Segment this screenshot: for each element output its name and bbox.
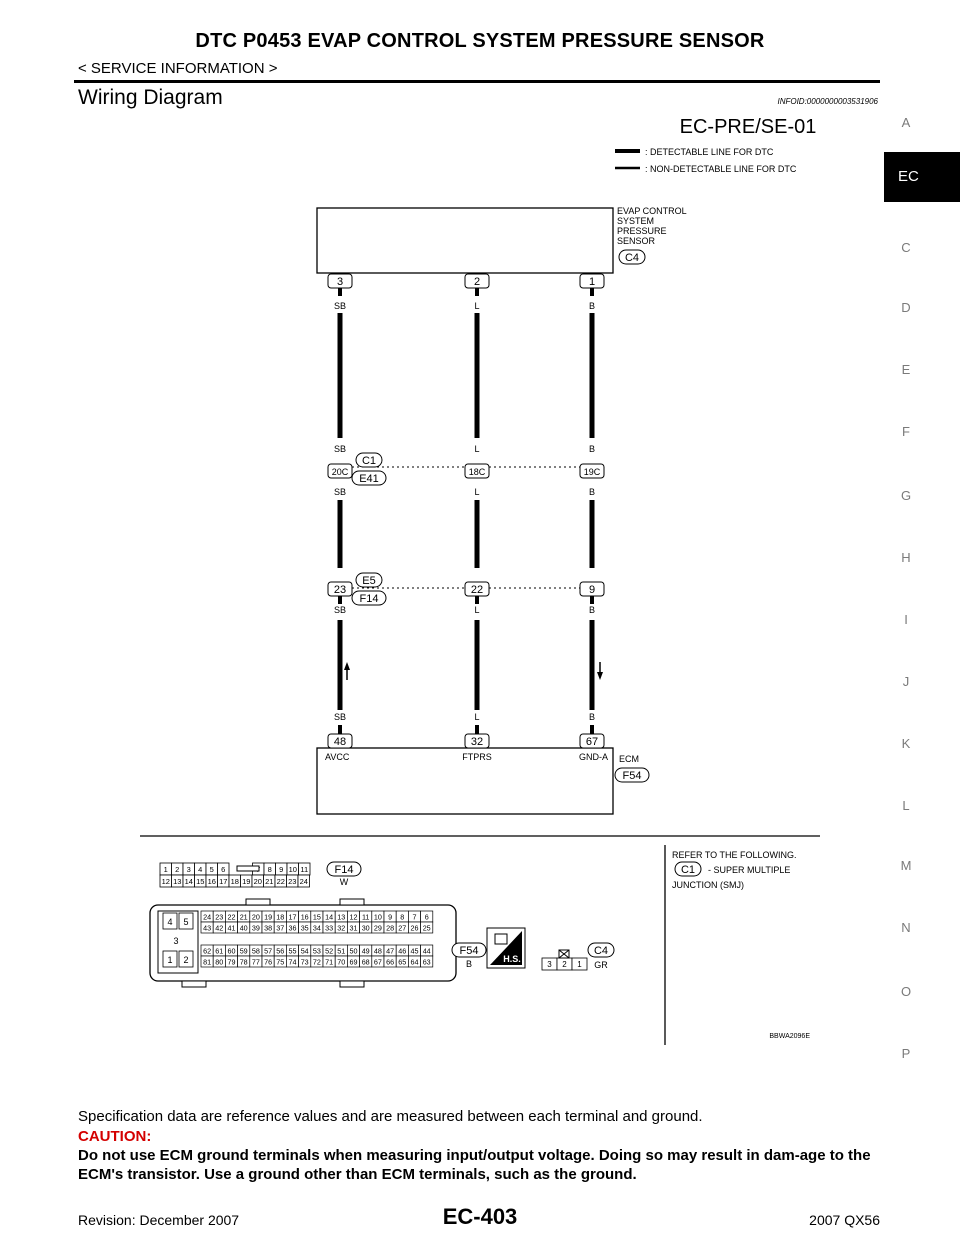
sensor-label-line-0: EVAP CONTROL [617, 206, 687, 216]
f14-latch [237, 866, 259, 871]
f14-pin-label: 20 [253, 877, 262, 886]
c4-connector-name: C4 [593, 945, 609, 957]
junction1-pin-19c: 19C [583, 467, 601, 477]
sensor-connector: C4 [624, 252, 640, 264]
page-subtitle: < SERVICE INFORMATION > [78, 60, 278, 77]
f14-pin-label: 2 [175, 865, 180, 874]
f54-pin-label: 67 [373, 957, 382, 967]
junction2-pin-23: 23 [333, 584, 347, 596]
f14-pin-label: 21 [265, 877, 274, 886]
f54-pin-label: 54 [300, 946, 309, 956]
f14-pin-label: 1 [163, 865, 168, 874]
wire-color-label: L [474, 605, 480, 615]
refer-connector: C1 [680, 864, 696, 876]
f54-pin-label: 66 [386, 957, 395, 967]
section-index-e[interactable]: E [901, 362, 911, 377]
f54-pin-label: 44 [422, 946, 431, 956]
f14-pin-label: 23 [288, 877, 297, 886]
f54-pin-label: 12 [349, 912, 358, 922]
f54-pin-label: 64 [410, 957, 419, 967]
wire-color-label: SB [333, 444, 347, 454]
f54-pin-label: 47 [386, 946, 395, 956]
signal-arrow-down-head [597, 672, 603, 680]
ecm-terminal-ftprs: FTPRS [462, 752, 492, 762]
f54-pin-label: 69 [349, 957, 358, 967]
f54-pin-label: 37 [276, 923, 285, 933]
f54-pin-label: 52 [325, 946, 334, 956]
f54-pin-label: 36 [288, 923, 297, 933]
f54-pin-label: 71 [325, 957, 334, 967]
f54-color: B [465, 959, 473, 969]
f54-pin-label: 7 [412, 912, 417, 922]
section-index-p[interactable]: P [901, 1046, 911, 1061]
f54-pin-label: 70 [337, 957, 346, 967]
f54-pin-label: 8 [400, 912, 405, 922]
f54-pin-label: 9 [388, 912, 393, 922]
f54-pin-label: 61 [215, 946, 224, 956]
hs-label: H.S. [503, 954, 521, 964]
f54-pin-label: 40 [239, 923, 248, 933]
wire-color-label: B [588, 487, 596, 497]
junction1-pin-18c: 18C [468, 467, 486, 477]
f54-pin-label: 26 [410, 923, 419, 933]
section-index-ec[interactable]: EC [884, 152, 960, 202]
f54-pin-label: 78 [239, 957, 248, 967]
f14-pin-label: 5 [209, 865, 214, 874]
f54-pin-label: 55 [288, 946, 297, 956]
sensor-label-line-2: PRESSURE [617, 226, 667, 236]
f54-pin-label: 30 [361, 923, 370, 933]
ecm-pin-32: 32 [470, 736, 484, 748]
diagram-code: EC-PRE/SE-01 [679, 116, 817, 138]
f54-pin-label: 21 [239, 912, 248, 922]
f54-pin-label: 80 [215, 957, 224, 967]
section-index-i[interactable]: I [904, 612, 908, 627]
junction1-top-connector: C1 [361, 455, 377, 467]
f54-pin-label: 75 [276, 957, 285, 967]
f54-pin-label: 20 [251, 912, 260, 922]
legend-non-detectable: : NON-DETECTABLE LINE FOR DTC [645, 164, 797, 174]
section-index-l[interactable]: L [902, 798, 910, 813]
f54-pin-label: 5 [183, 917, 189, 927]
f54-pin-label: 16 [300, 912, 309, 922]
wire-color-label: SB [333, 712, 347, 722]
f54-pin-label: 4 [167, 917, 173, 927]
f54-pin-label: 48 [373, 946, 382, 956]
legend-detectable: : DETECTABLE LINE FOR DTC [645, 147, 774, 157]
f54-pin-label: 24 [203, 912, 212, 922]
f54-pin-label: 49 [361, 946, 370, 956]
f54-pin-label: 50 [349, 946, 358, 956]
caution-text: Do not use ECM ground terminals when measuring input/output voltage. Doing so may result in dam-age to the ECM's transistor. Use a ground other than ECM terminals, such as the ground. [78, 1147, 871, 1183]
f54-pin-label: 29 [373, 923, 382, 933]
wire-color-label: B [588, 712, 596, 722]
f54-pin-label: 77 [251, 957, 260, 967]
f54-tab [340, 899, 364, 905]
caution-label: CAUTION: [78, 1128, 152, 1145]
f54-pin-label: 6 [424, 912, 429, 922]
c4-color: GR [594, 960, 608, 970]
wire-color-label: B [588, 605, 596, 615]
sensor-pin-1: 1 [588, 276, 596, 288]
ecm-terminal-avcc: AVCC [325, 752, 350, 762]
c4-pin-label: 2 [562, 960, 567, 969]
section-index-f[interactable]: F [902, 424, 910, 439]
f14-pin-label: 10 [288, 865, 297, 874]
f54-pin-label: 65 [398, 957, 407, 967]
f14-color: W [339, 877, 349, 887]
f54-pin-label: 18 [276, 912, 285, 922]
f54-tab [340, 981, 364, 987]
sensor-pin-3: 3 [336, 276, 344, 288]
section-index-n[interactable]: N [901, 920, 911, 935]
junction2-bottom-connector: F14 [359, 593, 379, 605]
revision-date: Revision: December 2007 [78, 1212, 240, 1228]
ecm-label: ECM [619, 754, 639, 764]
f14-pin-label: 16 [207, 877, 216, 886]
f54-pin-label: 19 [264, 912, 273, 922]
wire-color-label: L [474, 487, 480, 497]
f54-pin-label: 81 [203, 957, 212, 967]
f14-pin-label: 24 [299, 877, 308, 886]
f54-pin-label: 14 [325, 912, 334, 922]
section-index-g[interactable]: G [900, 488, 912, 503]
model-year: 2007 QX56 [809, 1212, 880, 1228]
refer-line-3: JUNCTION (SMJ) [672, 880, 744, 890]
f54-pin-label: 73 [300, 957, 309, 967]
f14-pin-label: 8 [267, 865, 272, 874]
f54-pin-label: 31 [349, 923, 358, 933]
f14-pin-label: 15 [196, 877, 205, 886]
section-index-c[interactable]: C [901, 240, 911, 255]
junction2-top-connector: E5 [362, 575, 376, 587]
section-index-d[interactable]: D [901, 300, 911, 315]
f14-pin-label: 6 [221, 865, 226, 874]
f54-pin-label: 41 [227, 923, 236, 933]
f54-pin-label: 1 [167, 955, 173, 965]
f14-pin-label: 12 [161, 877, 170, 886]
wire-color-label: L [474, 301, 480, 311]
f54-pin-label: 11 [361, 912, 370, 922]
section-index-o[interactable]: O [900, 984, 912, 999]
section-index-h[interactable]: H [901, 550, 911, 565]
refer-line-2: - SUPER MULTIPLE [708, 865, 791, 875]
ecm-connector: F54 [622, 770, 642, 782]
info-id: INFOID:0000000003531906 [777, 97, 878, 106]
f54-pin-label: 32 [337, 923, 346, 933]
f54-pin-label: 35 [300, 923, 309, 933]
sensor-pin-2: 2 [473, 276, 481, 288]
f14-pin-label: 19 [242, 877, 251, 886]
f14-pin-label: 3 [186, 865, 191, 874]
f14-pin-label: 11 [300, 865, 309, 874]
f54-pin-label: 43 [203, 923, 212, 933]
f14-connector-name: F14 [334, 864, 354, 876]
f54-pin-label: 72 [312, 957, 321, 967]
f54-pin-label: 76 [264, 957, 273, 967]
f54-connector-name: F54 [459, 945, 479, 957]
page-number: EC-403 [442, 1204, 518, 1229]
f14-pin-label: 14 [184, 877, 193, 886]
c4-pin-label: 3 [547, 960, 552, 969]
f54-pin-label: 13 [337, 912, 346, 922]
hs-connector-icon [495, 934, 507, 944]
f54-pin-label: 42 [215, 923, 224, 933]
f54-pin-label: 39 [251, 923, 260, 933]
f54-tab [182, 981, 206, 987]
refer-line-1: REFER TO THE FOLLOWING. [672, 850, 797, 860]
junction2-pin-9: 9 [588, 584, 596, 596]
f54-pin-label: 62 [203, 946, 212, 956]
f54-pin-label: 56 [276, 946, 285, 956]
f54-pin-label: 63 [422, 957, 431, 967]
f14-pin-label: 22 [276, 877, 285, 886]
section-index-m[interactable]: M [900, 858, 912, 873]
f54-pin-label: 15 [312, 912, 321, 922]
ecm-pin-67: 67 [585, 736, 599, 748]
f54-pin-label: 57 [264, 946, 273, 956]
page-title: DTC P0453 EVAP CONTROL SYSTEM PRESSURE SENSOR [195, 30, 765, 52]
f14-pin-label: 17 [219, 877, 228, 886]
sensor-label-line-1: SYSTEM [617, 216, 655, 226]
signal-arrow-up-head [344, 662, 350, 670]
wire-color-label: SB [333, 487, 347, 497]
figure-id: BBWA2096E [769, 1033, 810, 1040]
f54-pin-label: 33 [325, 923, 334, 933]
f54-pin-label: 59 [239, 946, 248, 956]
section-title: Wiring Diagram [78, 86, 223, 109]
f54-pin-label: 68 [361, 957, 370, 967]
f14-pin-label: 4 [198, 865, 203, 874]
junction1-pin-20c: 20C [331, 467, 349, 477]
sensor-label-line-3: SENSOR [617, 236, 656, 246]
ecm-pin-48: 48 [333, 736, 347, 748]
c4-pin-label: 1 [577, 960, 582, 969]
f54-pin-label: 25 [422, 923, 431, 933]
junction1-bottom-connector: E41 [359, 473, 379, 485]
f54-pin-label: 74 [288, 957, 297, 967]
wire-color-label: SB [333, 605, 347, 615]
f54-pin-label: 17 [288, 912, 297, 922]
f54-pin-label: 58 [251, 946, 260, 956]
f14-pin-label: 18 [230, 877, 239, 886]
f54-tab [246, 899, 270, 905]
f54-pin-label: 22 [227, 912, 236, 922]
wire-color-label: B [588, 444, 596, 454]
f54-pin-label: 79 [227, 957, 236, 967]
f54-pin-label: 3 [173, 936, 179, 946]
f54-pin-label: 10 [373, 912, 382, 922]
wire-color-label: SB [333, 301, 347, 311]
section-index-k[interactable]: K [901, 736, 911, 751]
spec-note: Specification data are reference values and are measured between each terminal and ground. [78, 1108, 703, 1125]
f54-pin-label: 51 [337, 946, 346, 956]
f54-pin-label: 27 [398, 923, 407, 933]
f54-pin-label: 34 [312, 923, 321, 933]
f54-pin-label: 2 [183, 955, 189, 965]
f14-pin-label: 13 [173, 877, 182, 886]
f14-pin-label: 9 [279, 865, 284, 874]
f54-pin-label: 53 [312, 946, 321, 956]
f54-pin-label: 23 [215, 912, 224, 922]
junction2-pin-22: 22 [470, 584, 484, 596]
wire-color-label: L [474, 444, 480, 454]
ecm-terminal-gnd-a: GND-A [579, 752, 608, 762]
wire-color-label: L [474, 712, 480, 722]
section-index-a[interactable]: A [901, 115, 911, 130]
f54-pin-label: 46 [398, 946, 407, 956]
f54-pin-label: 60 [227, 946, 236, 956]
f54-pin-label: 45 [410, 946, 419, 956]
wire-color-label: B [588, 301, 596, 311]
sensor-box [317, 208, 613, 273]
f54-pin-label: 38 [264, 923, 273, 933]
f54-pin-label: 28 [386, 923, 395, 933]
section-index-j[interactable]: J [902, 674, 910, 689]
